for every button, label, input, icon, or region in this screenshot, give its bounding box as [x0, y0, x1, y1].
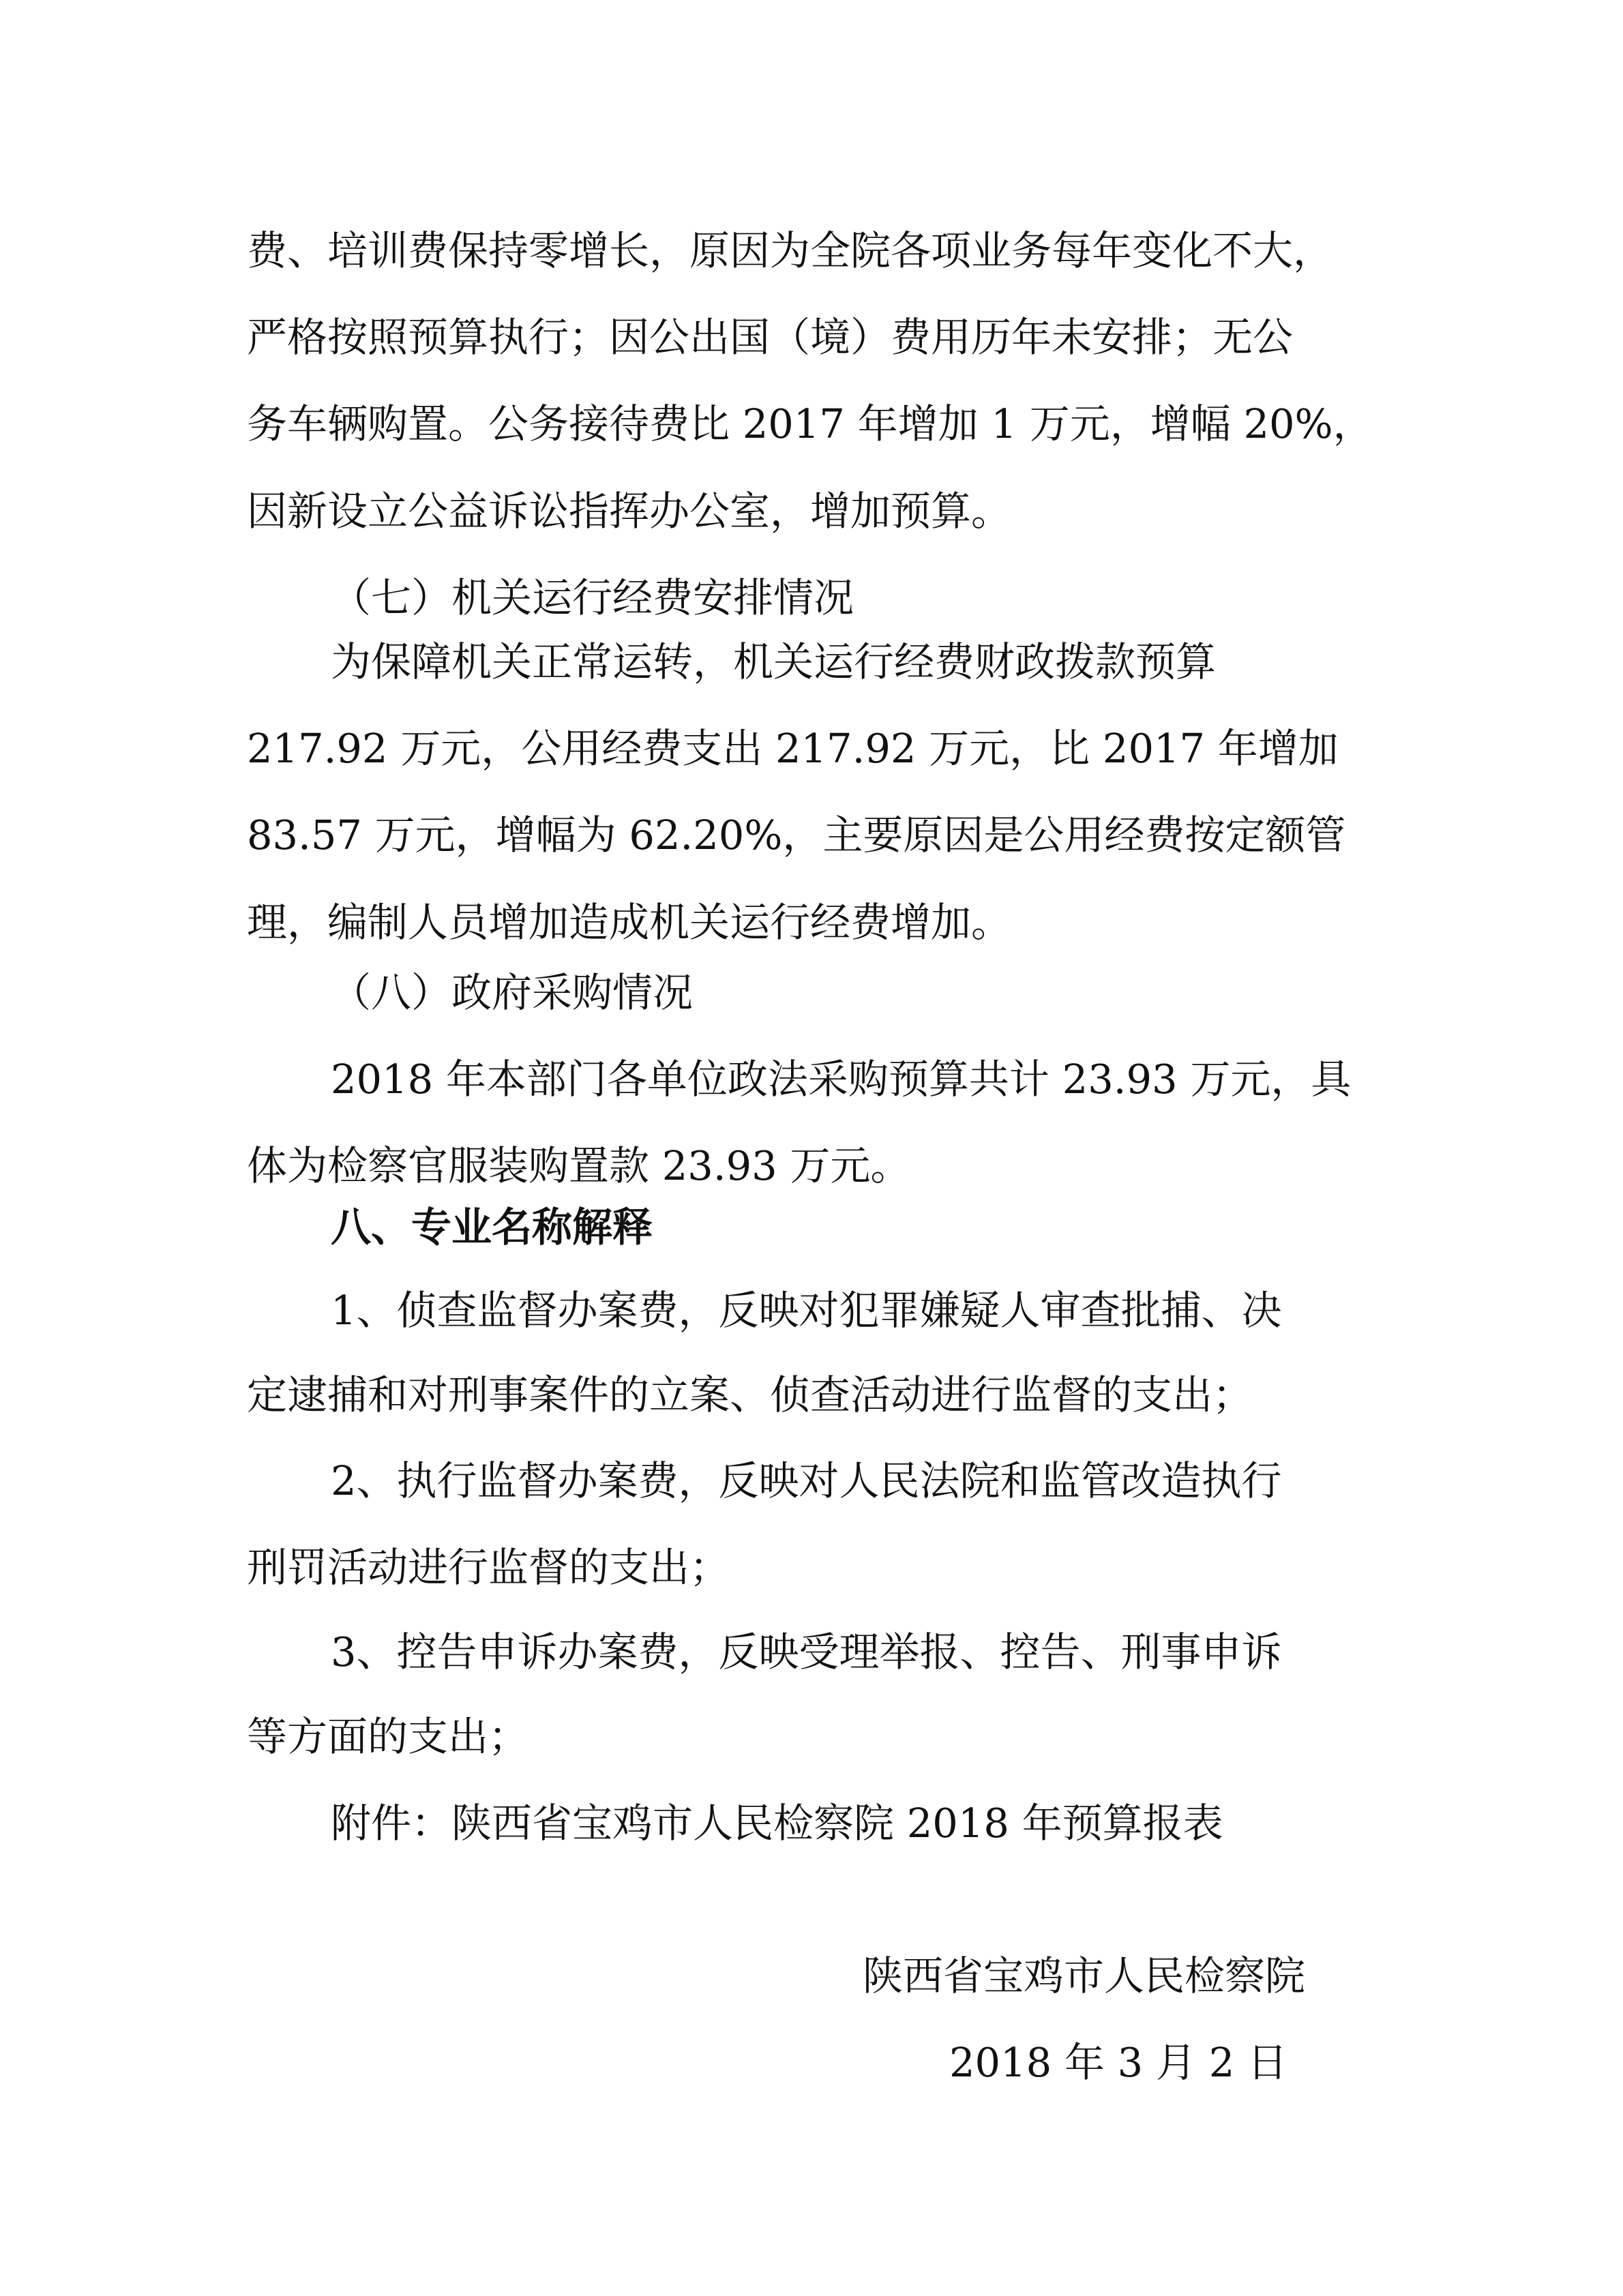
glossary-item: 刑罚活动进行监督的支出； — [247, 1544, 730, 1591]
paragraph-line: 严格按照预算执行；因公出国（境）费用历年未安排；无公 — [247, 314, 1294, 361]
glossary-item: 定逮捕和对刑事案件的立案、侦查活动进行监督的支出； — [247, 1371, 1253, 1418]
paragraph-line: 理，编制人员增加造成机关运行经费增加。 — [247, 899, 1012, 946]
signature-date: 2018 年 3 月 2 日 — [949, 2039, 1287, 2086]
glossary-item: 3、控告申诉办案费，反映受理举报、控告、刑事申诉 — [331, 1628, 1282, 1675]
paragraph-line: 217.92 万元，公用经费支出 217.92 万元，比 2017 年增加 — [247, 725, 1339, 772]
attachment-note: 附件：陕西省宝鸡市人民检察院 2018 年预算报表 — [331, 1800, 1223, 1847]
paragraph-line: 体为检察官服装购置款 23.93 万元。 — [247, 1142, 911, 1189]
paragraph-line: 务车辆购置。公务接待费比 2017 年增加 1 万元，增幅 20%， — [247, 400, 1373, 447]
section-8-title: （八）政府采购情况 — [331, 969, 694, 1016]
glossary-item: 2、执行监督办案费，反映对人民法院和监管改造执行 — [331, 1457, 1282, 1504]
paragraph-line: 因新设立公益诉讼指挥办公室，增加预算。 — [247, 488, 1012, 535]
paragraph-line: 2018 年本部门各单位政法采购预算共计 23.93 万元，具 — [331, 1056, 1352, 1103]
paragraph-line: 83.57 万元，增幅为 62.20%，主要原因是公用经费按定额管 — [247, 811, 1346, 859]
paragraph-line: 为保障机关正常运转，机关运行经费财政拨款预算 — [331, 638, 1217, 685]
glossary-item: 1、侦查监督办案费，反映对犯罪嫌疑人审查批捕、决 — [331, 1287, 1282, 1334]
section-7-title: （七）机关运行经费安排情况 — [331, 574, 854, 621]
glossary-item: 等方面的支出； — [247, 1713, 529, 1760]
paragraph-line: 费、培训费保持零增长，原因为全院各项业务每年变化不大， — [247, 227, 1334, 274]
signature-organization: 陕西省宝鸡市人民检察院 — [863, 1952, 1306, 1999]
glossary-heading: 八、专业名称解释 — [331, 1204, 653, 1251]
